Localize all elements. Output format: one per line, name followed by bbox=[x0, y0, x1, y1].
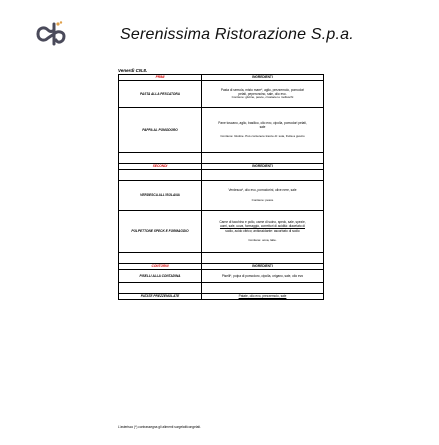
ingredient-line: pelati, peperoncino, sale, olio evo. bbox=[238, 92, 287, 97]
ingredients-header: INGREDIENTI bbox=[202, 164, 324, 170]
dish-name: PISELLI ALLA CONTADINA bbox=[119, 270, 202, 283]
category-label: SECONDI bbox=[119, 164, 202, 170]
dish-row bbox=[119, 108, 324, 153]
dish-row bbox=[119, 211, 324, 253]
dish-ingredients bbox=[202, 81, 324, 108]
day-label: Venerdì CN.8. bbox=[118, 68, 148, 73]
dish-ingredients bbox=[202, 108, 324, 153]
dish-name: VERDESCA ALL'ISOLANA bbox=[119, 181, 202, 211]
ingredient-line: Verdesca*, olio evo, pomodorini, olive nere, sale bbox=[228, 188, 297, 193]
dish-row bbox=[119, 181, 324, 211]
company-name: Serenissima Ristorazione S.p.a. bbox=[120, 26, 354, 43]
dish-name: PAPPA AL POMODORO bbox=[119, 108, 202, 153]
ingredient-line: Carne di tacchino e pollo, carne di suino, speck, sale, spezie, bbox=[219, 220, 306, 225]
ingredient-line: Patate, olio evo, prezzemolo, sale bbox=[238, 294, 287, 299]
spacer-row bbox=[119, 170, 324, 181]
dish-name: PASTA ALLA PESCATORA bbox=[119, 81, 202, 108]
dish-ingredients bbox=[202, 294, 324, 300]
ingredient-line: Piselli*, polpa di pomodoro, cipolla, origano, sale, olio evo bbox=[221, 273, 304, 278]
dish-ingredients bbox=[202, 270, 324, 283]
dish-name: POLPETTONE SPECK E FORMAGGIO bbox=[119, 211, 202, 253]
ingredient-line: sodio, acido citrico; antiossidante: ascorbato di sodio bbox=[225, 228, 300, 233]
menu-table bbox=[118, 74, 324, 300]
spacer-row bbox=[119, 153, 324, 164]
ingredient-line: sale bbox=[259, 125, 266, 130]
company-logo bbox=[34, 20, 72, 48]
category-label: PRIMI bbox=[119, 75, 202, 81]
ingredients-header: INGREDIENTI bbox=[202, 264, 324, 270]
ingredient-line: uomi, sale, uova, formaggio, correttori di acidità: diacetato di bbox=[219, 224, 306, 229]
category-label: CONTORNI bbox=[119, 264, 202, 270]
serenissima-logo-icon bbox=[34, 20, 72, 48]
dish-ingredients bbox=[202, 181, 324, 211]
dish-row bbox=[119, 81, 324, 108]
allergen-note: Contiene: glutine, pesce, crostacei e molluschi bbox=[231, 95, 294, 100]
allergen-note: Contiene: pesce bbox=[251, 197, 274, 202]
dish-row bbox=[119, 270, 324, 283]
allergen-note: Contiene: uova, latte. bbox=[248, 237, 277, 242]
allergen-note: Contiene: Glutine. Può contenere tracce di: soia, frutta a guscio bbox=[220, 134, 305, 139]
spacer-row bbox=[119, 283, 324, 294]
footnote: L'asterisco (*) contrassegna gli alimenti surgelati/congelati. bbox=[118, 425, 201, 429]
ingredients-header: INGREDIENTI bbox=[202, 75, 324, 81]
ingredient-line: Pasta di semola, misto mare*, aglio, prezzemolo, pomodori bbox=[220, 87, 305, 92]
dish-row bbox=[119, 294, 324, 300]
dish-name: PATATE PREZZEMOLATE bbox=[119, 294, 202, 300]
spacer-row bbox=[119, 253, 324, 264]
ingredient-line: Pane toscano, aglio, basilico, olio evo, cipolla, pomodori pelati, bbox=[218, 120, 307, 125]
dish-ingredients bbox=[202, 211, 324, 253]
